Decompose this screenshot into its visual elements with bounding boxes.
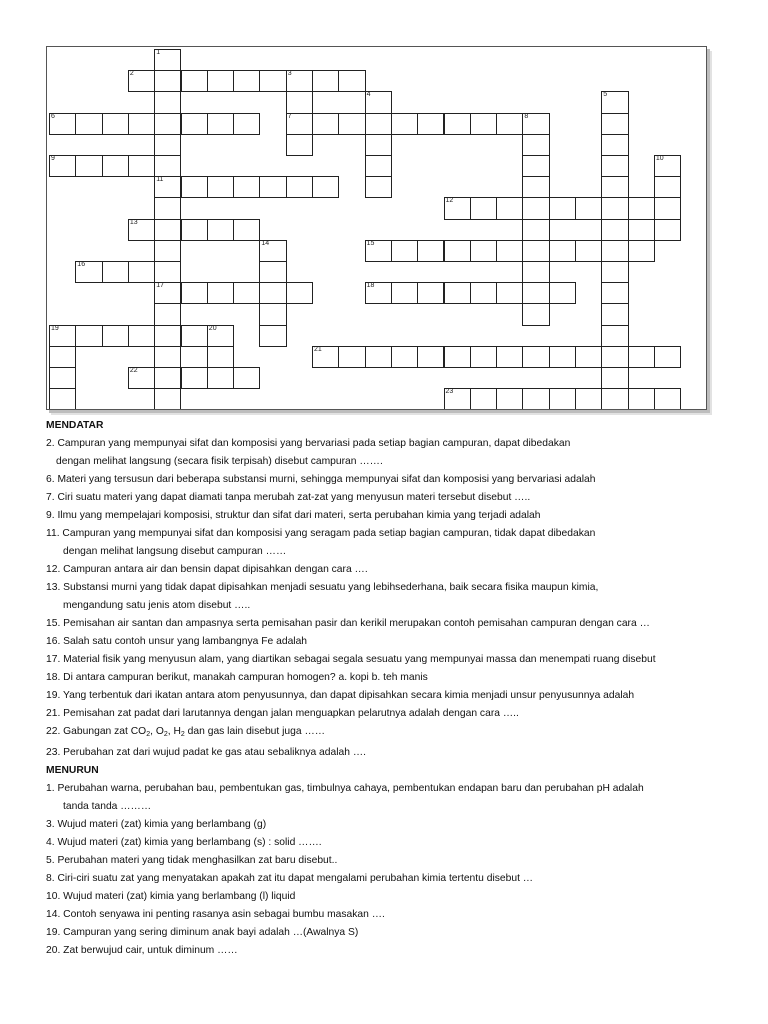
crossword-cell[interactable] — [181, 219, 208, 241]
crossword-cell[interactable] — [154, 70, 181, 92]
crossword-cell[interactable] — [470, 346, 497, 368]
crossword-cell[interactable] — [75, 113, 102, 135]
across-clue-7: 7. Ciri suatu materi yang dapat diamati tanpa merubah zat-zat yang menyusun materi tersebut disebut ….. — [46, 492, 531, 503]
across-clue-18: 18. Di antara campuran berikut, manakah campuran homogen? a. kopi b. teh manis — [46, 672, 428, 683]
down-clue-3: 3. Wujud materi (zat) kimia yang berlambang (g) — [46, 819, 267, 830]
crossword-cell[interactable] — [601, 176, 628, 198]
crossword-cell[interactable] — [496, 197, 523, 219]
crossword-cell[interactable] — [601, 282, 628, 304]
crossword-cell[interactable] — [549, 282, 576, 304]
crossword-cell[interactable] — [233, 113, 260, 135]
crossword-cell[interactable] — [417, 282, 444, 304]
crossword-cell[interactable] — [470, 240, 497, 262]
crossword-cell[interactable] — [417, 346, 444, 368]
crossword-cell[interactable] — [312, 113, 339, 135]
crossword-cell[interactable] — [654, 388, 681, 410]
crossword-cell[interactable] — [312, 70, 339, 92]
clue-number: 2 — [129, 70, 134, 78]
crossword-cell[interactable] — [128, 219, 155, 241]
crossword-cell[interactable] — [286, 91, 313, 113]
clue-number: 8 — [524, 112, 529, 120]
clue-number: 18 — [366, 282, 375, 290]
crossword-cell[interactable] — [154, 176, 181, 198]
crossword-cell[interactable] — [444, 240, 471, 262]
crossword-cell[interactable] — [128, 113, 155, 135]
crossword-frame — [46, 46, 707, 410]
down-clue-5: 5. Perubahan materi yang tidak menghasilkan zat baru disebut.. — [46, 855, 338, 866]
crossword-cell[interactable] — [654, 155, 681, 177]
crossword-cell[interactable] — [444, 197, 471, 219]
crossword-cell[interactable] — [181, 70, 208, 92]
crossword-cell[interactable] — [549, 346, 576, 368]
crossword-cell[interactable] — [286, 134, 313, 156]
crossword-cell[interactable] — [233, 176, 260, 198]
crossword-cell[interactable] — [181, 325, 208, 347]
down-clue-20: 20. Zat berwujud cair, untuk diminum …… — [46, 945, 238, 956]
crossword-cell[interactable] — [365, 282, 392, 304]
crossword-cell[interactable] — [496, 388, 523, 410]
crossword-cell[interactable] — [49, 325, 76, 347]
clue-number: 1 — [156, 49, 161, 56]
clue-number: 14 — [261, 239, 270, 247]
crossword-cell[interactable] — [154, 388, 181, 410]
crossword-cell[interactable] — [49, 367, 76, 389]
crossword-cell[interactable] — [417, 113, 444, 135]
crossword-cell[interactable] — [128, 325, 155, 347]
clue-number: 21 — [314, 345, 322, 353]
crossword-cell[interactable] — [365, 176, 392, 198]
down-clue-8: 8. Ciri-ciri suatu zat yang menyatakan apakah zat itu dapat mengalami perubahan kimia tertentu disebut … — [46, 873, 534, 884]
crossword-cell[interactable] — [470, 113, 497, 135]
down-clue-14: 14. Contoh senyawa ini penting rasanya asin sebagai bumbu masakan …. — [46, 909, 385, 920]
crossword-cell[interactable] — [49, 113, 76, 135]
across-clue-9: 9. Ilmu yang mempelajari komposisi, struktur dan sifat dari materi, serta perubahan kimia yang terjadi adalah — [46, 510, 541, 521]
crossword-cell[interactable] — [575, 197, 602, 219]
crossword-cell[interactable] — [181, 176, 208, 198]
crossword-cell[interactable] — [496, 240, 523, 262]
crossword-cell[interactable] — [601, 134, 628, 156]
crossword-cell[interactable] — [391, 346, 418, 368]
crossword-cell[interactable] — [417, 240, 444, 262]
crossword-cell[interactable] — [286, 70, 313, 92]
crossword-cell[interactable] — [338, 346, 365, 368]
across-clue-2-cont: dengan melihat langsung (secara fisik terpisah) disebut campuran ……. — [56, 456, 383, 467]
clue-number: 4 — [366, 91, 371, 99]
crossword-cell[interactable] — [154, 346, 181, 368]
crossword-cell[interactable] — [207, 282, 234, 304]
crossword-cell[interactable] — [575, 240, 602, 262]
crossword-cell[interactable] — [233, 282, 260, 304]
crossword-cell[interactable] — [522, 219, 549, 241]
clue-number: 19 — [51, 324, 59, 332]
across-clue-6: 6. Materi yang tersusun dari beberapa substansi murni, sehingga mempunyai sifat dan komposisi yang bervariasi adalah — [46, 474, 596, 485]
crossword-cell[interactable] — [128, 155, 155, 177]
crossword-cell[interactable] — [391, 282, 418, 304]
clue-number: 9 — [51, 155, 55, 162]
crossword-grid — [47, 47, 706, 409]
across-clue-2: 2. Campuran yang mempunyai sifat dan komposisi yang bervariasi pada setiap bagian campuran, dapat dibedakan — [46, 438, 571, 449]
crossword-cell[interactable] — [365, 91, 392, 113]
crossword-cell[interactable] — [233, 70, 260, 92]
crossword-cell[interactable] — [391, 113, 418, 135]
crossword-cell[interactable] — [496, 282, 523, 304]
crossword-cell[interactable] — [444, 346, 471, 368]
crossword-cell[interactable] — [233, 367, 260, 389]
crossword-cell[interactable] — [75, 325, 102, 347]
across-clue-13: 13. Substansi murni yang tidak dapat dipisahkan menjadi sesuatu yang lebihsederhana, baik secara fisika maupun kimia, — [46, 582, 599, 593]
crossword-cell[interactable] — [654, 346, 681, 368]
down-clue-1-cont: tanda tanda ……… — [63, 801, 152, 812]
crossword-cell[interactable] — [549, 388, 576, 410]
crossword-cell[interactable] — [601, 91, 628, 113]
crossword-cell[interactable] — [181, 367, 208, 389]
crossword-cell[interactable] — [601, 113, 628, 135]
down-clues — [46, 780, 758, 960]
crossword-cell[interactable] — [207, 70, 234, 92]
crossword-cell[interactable] — [470, 197, 497, 219]
across-heading: MENDATAR — [46, 420, 104, 431]
crossword-cell[interactable] — [154, 261, 181, 283]
crossword-cell[interactable] — [154, 91, 181, 113]
clue-number: 22 — [129, 367, 138, 374]
crossword-cell[interactable] — [628, 346, 655, 368]
crossword-cell[interactable] — [154, 134, 181, 156]
crossword-cell[interactable] — [102, 325, 129, 347]
crossword-cell[interactable] — [102, 261, 129, 283]
crossword-cell[interactable] — [259, 240, 286, 262]
crossword-cell[interactable] — [601, 261, 628, 283]
crossword-cell[interactable] — [154, 49, 181, 71]
crossword-cell[interactable] — [391, 240, 418, 262]
crossword-cell[interactable] — [154, 155, 181, 177]
down-clue-1: 1. Perubahan warna, perubahan bau, pembentukan gas, timbulnya cahaya, pembentukan endapan baru dan perubahan pH adalah — [46, 783, 644, 794]
clue-number: 23 — [445, 388, 454, 396]
crossword-cell[interactable] — [312, 176, 339, 198]
crossword-cell[interactable] — [259, 176, 286, 198]
clue-number: 17 — [156, 282, 164, 290]
down-clue-19: 19. Campuran yang sering diminum anak bayi adalah …(Awalnya S) — [46, 927, 359, 938]
down-clue-4: 4. Wujud materi (zat) kimia yang berlambang (s) : solid ……. — [46, 837, 322, 848]
crossword-cell[interactable] — [522, 197, 549, 219]
crossword-cell[interactable] — [601, 155, 628, 177]
crossword-cell[interactable] — [286, 113, 313, 135]
crossword-cell[interactable] — [522, 176, 549, 198]
crossword-cell[interactable] — [549, 240, 576, 262]
clue-number: 5 — [603, 91, 608, 99]
crossword-cell[interactable] — [470, 388, 497, 410]
clue-number: 10 — [655, 155, 664, 162]
crossword-cell[interactable] — [128, 70, 155, 92]
crossword-cell[interactable] — [181, 113, 208, 135]
crossword-cell[interactable] — [338, 113, 365, 135]
crossword-cell[interactable] — [444, 388, 471, 410]
crossword-cell[interactable] — [601, 325, 628, 347]
across-clue-19: 19. Yang terbentuk dari ikatan antara atom penyusunnya, dan dapat dipisahkan secara kimia menjadi unsur penyusunnya adalah — [46, 690, 635, 701]
crossword-cell[interactable] — [154, 113, 181, 135]
crossword-cell[interactable] — [128, 261, 155, 283]
crossword-cell[interactable] — [259, 70, 286, 92]
crossword-cell[interactable] — [601, 303, 628, 325]
across-clue-23: 23. Perubahan zat dari wujud padat ke gas atau sebaliknya adalah …. — [46, 747, 366, 758]
across-clue-17: 17. Material fisik yang menyusun alam, yang diartikan sebagai segala sesuatu yang mempunyai massa dan menempati ruang disebut — [46, 654, 656, 665]
crossword-cell[interactable] — [154, 303, 181, 325]
crossword-cell[interactable] — [338, 70, 365, 92]
crossword-cell[interactable] — [601, 197, 628, 219]
clue-number: 3 — [287, 70, 292, 78]
crossword-cell[interactable] — [601, 240, 628, 262]
crossword-cell[interactable] — [575, 346, 602, 368]
crossword-cell[interactable] — [154, 240, 181, 262]
crossword-cell[interactable] — [207, 346, 234, 368]
crossword-cell[interactable] — [522, 388, 549, 410]
clue-list — [46, 417, 758, 960]
clue-number: 16 — [77, 261, 86, 268]
crossword-cell[interactable] — [259, 325, 286, 347]
crossword-cell[interactable] — [601, 388, 628, 410]
across-clue-11: 11. Campuran yang mempunyai sifat dan komposisi yang seragam pada setiap bagian campuran, tidak dapat dibedakan — [46, 528, 596, 539]
crossword-cell[interactable] — [601, 346, 628, 368]
crossword-cell[interactable] — [654, 197, 681, 219]
crossword-cell[interactable] — [75, 261, 102, 283]
crossword-cell[interactable] — [601, 367, 628, 389]
crossword-cell[interactable] — [312, 346, 339, 368]
clue-number: 7 — [287, 112, 292, 120]
crossword-cell[interactable] — [181, 282, 208, 304]
crossword-cell[interactable] — [154, 219, 181, 241]
crossword-cell[interactable] — [154, 197, 181, 219]
crossword-cell[interactable] — [207, 113, 234, 135]
clue-number: 15 — [366, 239, 375, 247]
crossword-cell[interactable] — [102, 155, 129, 177]
crossword-cell[interactable] — [496, 346, 523, 368]
across-clue-22: 22. Gabungan zat $CO_2$, $O_2$, $H_2$ dan gas lain disebut juga …… — [46, 726, 326, 738]
crossword-cell[interactable] — [233, 219, 260, 241]
crossword-cell[interactable] — [365, 113, 392, 135]
crossword-cell[interactable] — [49, 388, 76, 410]
down-clue-10: 10. Wujud materi (zat) kimia yang berlambang (l) liquid — [46, 891, 296, 902]
crossword-cell[interactable] — [628, 197, 655, 219]
crossword-cell[interactable] — [207, 219, 234, 241]
crossword-cell[interactable] — [522, 303, 549, 325]
crossword-cell[interactable] — [444, 282, 471, 304]
across-clue-12: 12. Campuran antara air dan bensin dapat dipisahkan dengan cara …. — [46, 564, 368, 575]
crossword-cell[interactable] — [207, 176, 234, 198]
crossword-cell[interactable] — [365, 346, 392, 368]
crossword-cell[interactable] — [470, 282, 497, 304]
crossword-cell[interactable] — [49, 155, 76, 177]
crossword-cell[interactable] — [522, 155, 549, 177]
down-heading: MENURUN — [46, 765, 99, 776]
crossword-cell[interactable] — [654, 219, 681, 241]
crossword-cell[interactable] — [365, 134, 392, 156]
crossword-cell[interactable] — [522, 282, 549, 304]
crossword-cell[interactable] — [259, 261, 286, 283]
clue-number: 6 — [51, 112, 55, 120]
crossword-cell[interactable] — [522, 261, 549, 283]
crossword-cell[interactable] — [286, 176, 313, 198]
across-clue-11-cont: dengan melihat langsung disebut campuran …… — [63, 546, 287, 557]
clue-number: 12 — [445, 197, 454, 205]
crossword-cell[interactable] — [154, 367, 181, 389]
crossword-cell[interactable] — [154, 282, 181, 304]
crossword-cell[interactable] — [365, 155, 392, 177]
across-clue-16: 16. Salah satu contoh unsur yang lambangnya Fe adalah — [46, 636, 308, 647]
crossword-cell[interactable] — [522, 240, 549, 262]
clue-number: 13 — [129, 218, 138, 226]
crossword-cell[interactable] — [259, 282, 286, 304]
crossword-cell[interactable] — [102, 113, 129, 135]
crossword-cell[interactable] — [444, 113, 471, 135]
crossword-cell[interactable] — [207, 367, 234, 389]
crossword-cell[interactable] — [522, 346, 549, 368]
clue-number: 20 — [208, 324, 217, 332]
crossword-cell[interactable] — [365, 240, 392, 262]
crossword-cell[interactable] — [522, 134, 549, 156]
crossword-cell[interactable] — [49, 346, 76, 368]
crossword-cell[interactable] — [654, 176, 681, 198]
crossword-cell[interactable] — [522, 113, 549, 135]
across-clue-13-cont: mengandung satu jenis atom disebut ….. — [63, 600, 251, 611]
crossword-cell[interactable] — [286, 282, 313, 304]
crossword-cell[interactable] — [628, 240, 655, 262]
crossword-cell[interactable] — [128, 367, 155, 389]
crossword-cell[interactable] — [154, 325, 181, 347]
across-clue-21: 21. Pemisahan zat padat dari larutannya dengan jalan menguapkan pelarutnya adalah dengan cara ….. — [46, 708, 519, 719]
clue-number: 11 — [156, 176, 164, 184]
crossword-cell[interactable] — [575, 388, 602, 410]
across-clues — [46, 435, 758, 762]
crossword-cell[interactable] — [601, 219, 628, 241]
crossword-cell[interactable] — [207, 325, 234, 347]
crossword-cell[interactable] — [628, 388, 655, 410]
crossword-cell[interactable] — [259, 303, 286, 325]
crossword-cell[interactable] — [496, 113, 523, 135]
crossword-cell[interactable] — [75, 155, 102, 177]
crossword-cell[interactable] — [549, 197, 576, 219]
across-clue-15: 15. Pemisahan air santan dan ampasnya serta pemisahan pasir dan kerikil merupakan contoh pemisahan campuran dengan cara … — [46, 618, 650, 629]
